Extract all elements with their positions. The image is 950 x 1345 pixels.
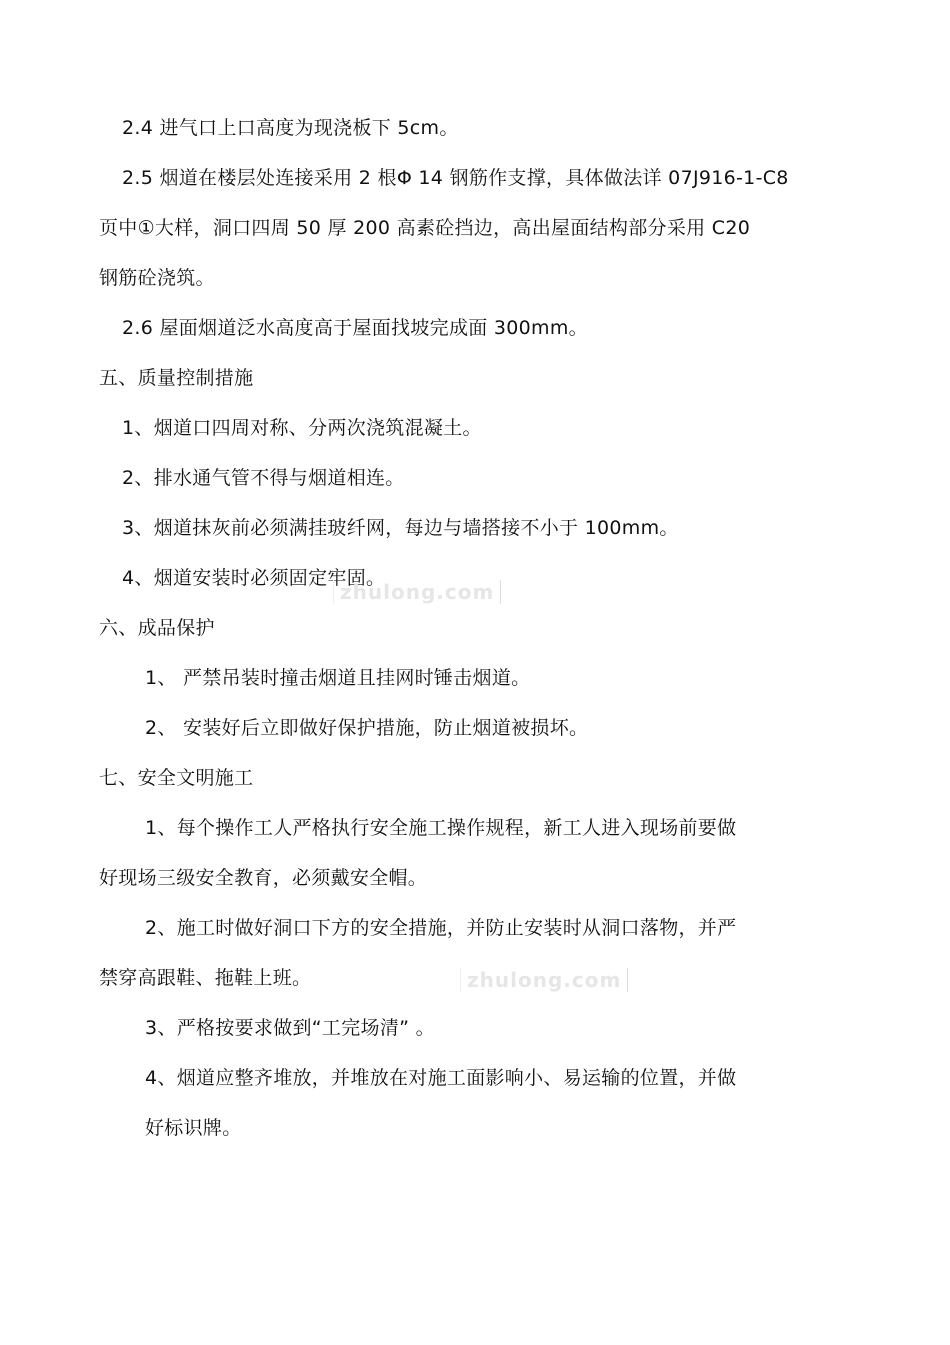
- list-item-safety-2-cont: 禁穿高跟鞋、拖鞋上班。: [99, 967, 312, 989]
- list-item-safety-1: 1、每个操作工人严格执行安全施工操作规程，新工人进入现场前要做: [145, 817, 737, 839]
- list-item-quality-4: 4、烟道安装时必须固定牢固。: [122, 567, 386, 589]
- list-item-safety-1-cont: 好现场三级安全教育，必须戴安全帽。: [99, 867, 428, 889]
- list-item-quality-2: 2、排水通气管不得与烟道相连。: [122, 467, 405, 489]
- text-line-2-4: 2.4 进气口上口高度为现浇板下 5cm。: [122, 117, 459, 139]
- list-item-quality-3: 3、烟道抹灰前必须满挂玻纤网，每边与墙搭接不小于 100mm。: [122, 517, 679, 539]
- list-item-protection-1: 1、 严禁吊装时撞击烟道且挂网时锤击烟道。: [145, 667, 531, 689]
- list-item-quality-1: 1、烟道口四周对称、分两次浇筑混凝土。: [122, 417, 482, 439]
- text-line-2-5: 2.5 烟道在楼层处连接采用 2 根Φ 14 钢筋作支撑，具体做法详 07J916-1-C8: [122, 167, 789, 189]
- list-item-safety-2: 2、施工时做好洞口下方的安全措施，并防止安装时从洞口落物，并严: [145, 917, 737, 939]
- watermark: zhulong.com: [333, 580, 501, 604]
- watermark: zhulong.com: [460, 968, 628, 992]
- section-heading-safety: 七、安全文明施工: [99, 767, 254, 789]
- list-item-safety-4-cont: 好标识牌。: [145, 1117, 242, 1139]
- list-item-protection-2: 2、 安装好后立即做好保护措施，防止烟道被损坏。: [145, 717, 589, 739]
- text-line-2-5-end: 钢筋砼浇筑。: [99, 267, 215, 289]
- list-item-safety-3: 3、严格按要求做到“工完场清” 。: [145, 1017, 435, 1039]
- text-line-2-6: 2.6 屋面烟道泛水高度高于屋面找坡完成面 300mm。: [122, 317, 588, 339]
- text-line-2-5-cont: 页中①大样，洞口四周 50 厚 200 高素砼挡边，高出屋面结构部分采用 C20: [99, 217, 751, 239]
- section-heading-quality: 五、质量控制措施: [99, 367, 254, 389]
- section-heading-protection: 六、成品保护: [99, 617, 215, 639]
- list-item-safety-4: 4、烟道应整齐堆放，并堆放在对施工面影响小、易运输的位置，并做: [145, 1067, 737, 1089]
